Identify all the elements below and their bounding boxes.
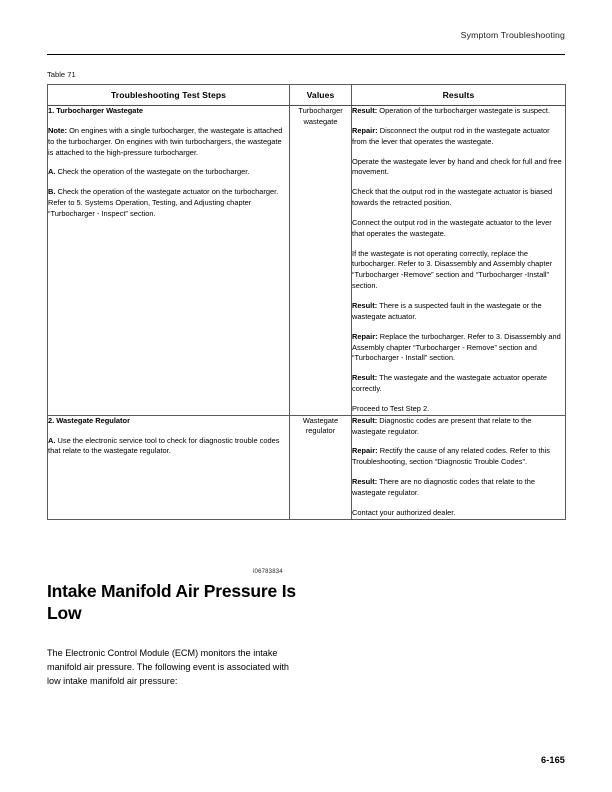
result-paragraph: Result: Diagnostic codes are present that relate to the wastegate regulator. <box>352 415 532 436</box>
result-paragraph: Result: Operation of the turbocharger wastegate is suspect. <box>352 106 551 115</box>
cell-test-steps <box>48 415 290 519</box>
result-paragraph: Connect the output rod in the wastegate actuator to the lever that operates the wastegate. <box>352 217 552 238</box>
section-body-paragraph: The Electronic Control Module (ECM) monitors the intake manifold air pressure. The following event is associated with low intake manifold air pressure: <box>47 648 289 686</box>
table-row <box>48 415 566 519</box>
running-header: Symptom Troubleshooting <box>460 30 565 40</box>
column-header-steps: Troubleshooting Test Steps <box>48 85 290 106</box>
cell-values <box>290 415 352 519</box>
step-paragraph: B. Check the operation of the wastegate actuator on the turbocharger. Refer to 5. Systems Operation, Testing, and Adjusting chapter “Turbocharger - Inspect” section. <box>48 187 279 218</box>
result-paragraph: Contact your authorized dealer. <box>352 507 456 517</box>
paragraph-lead: A. <box>48 435 56 445</box>
paragraph-lead: Repair: <box>352 125 378 135</box>
cell-results <box>352 106 566 416</box>
result-paragraph: Repair: Disconnect the output rod in the wastegate actuator from the lever that operates the wastegate. <box>352 125 550 146</box>
section-doc-id: i06783834 <box>253 569 283 575</box>
result-paragraph: Result: There is a suspected fault in the wastegate or the wastegate actuator. <box>352 300 542 321</box>
paragraph-lead: Result: <box>352 106 378 115</box>
result-paragraph: Result: The wastegate and the wastegate actuator operate correctly. <box>352 373 548 394</box>
paragraph-lead: Result: <box>352 373 378 383</box>
column-header-results: Results <box>352 85 566 106</box>
result-paragraph: If the wastegate is not operating correctly, replace the turbocharger. Refer to 3. Disassembly and Assembly chapter “Turbocharger -Remove” section and “Turbocharger -Install” section. <box>352 248 553 291</box>
table-caption: Table 71 <box>47 70 76 79</box>
page-number: 6-165 <box>541 755 565 765</box>
cell-values <box>290 106 352 416</box>
step-paragraph: Note: On engines with a single turbocharger, the wastegate is attached to the turbocharger. On engines with twin turbochargers, the wastegate is attached to the high-pressure turbocharger. <box>48 125 283 157</box>
section-title: Intake Manifold Air Pressure Is Low <box>47 581 296 624</box>
paragraph-lead: Repair: <box>352 446 378 456</box>
section-body <box>47 647 297 688</box>
paragraph-lead: B. <box>48 187 56 197</box>
result-paragraph: Check that the output rod in the wastegate actuator is biased towards the retracted position. <box>352 187 553 208</box>
result-paragraph: Repair: Replace the turbocharger. Refer to 3. Disassembly and Assembly chapter “Turbocharger - Remove” section and “Turbocharger - Install” section. <box>352 331 561 363</box>
paragraph-lead: Note: <box>48 125 68 135</box>
cell-results <box>352 415 566 519</box>
table-row <box>48 106 566 416</box>
paragraph-lead: 1. Turbocharger Wastegate <box>48 106 144 115</box>
step-paragraph <box>48 106 289 117</box>
step-paragraph: A. Use the electronic service tool to check for diagnostic trouble codes that relate to the wastegate regulator. <box>48 435 280 456</box>
table-header-row <box>48 85 566 106</box>
step-paragraph <box>48 416 289 427</box>
paragraph-lead: Result: <box>352 415 378 425</box>
paragraph-lead: Repair: <box>352 331 378 341</box>
troubleshooting-table-wrapper <box>47 84 565 520</box>
paragraph-lead: Result: <box>352 477 378 487</box>
table-head <box>48 85 566 106</box>
header-divider <box>47 54 565 55</box>
result-paragraph: Result: There are no diagnostic codes that relate to the wastegate regulator. <box>352 477 536 497</box>
table-body <box>48 106 566 520</box>
result-paragraph: Proceed to Test Step 2. <box>352 403 430 413</box>
paragraph-lead: A. <box>48 167 56 177</box>
result-paragraph: Operate the wastegate lever by hand and check for full and free movement. <box>352 156 562 177</box>
value-line: wastegate <box>303 116 338 126</box>
value-line: regulator <box>305 426 336 436</box>
troubleshooting-table <box>47 84 566 520</box>
column-header-values: Values <box>290 85 352 106</box>
paragraph-lead: Result: <box>352 300 378 310</box>
result-paragraph: Repair: Rectify the cause of any related codes. Refer to this Troubleshooting, section “Diagnostic Trouble Codes”. <box>352 446 551 467</box>
value-line: Turbocharger <box>298 106 343 115</box>
paragraph-lead: 2. Wastegate Regulator <box>48 415 130 425</box>
step-paragraph: A. Check the operation of the wastegate on the turbocharger. <box>48 167 250 177</box>
cell-test-steps <box>48 106 290 416</box>
value-line: Wastegate <box>302 415 339 425</box>
